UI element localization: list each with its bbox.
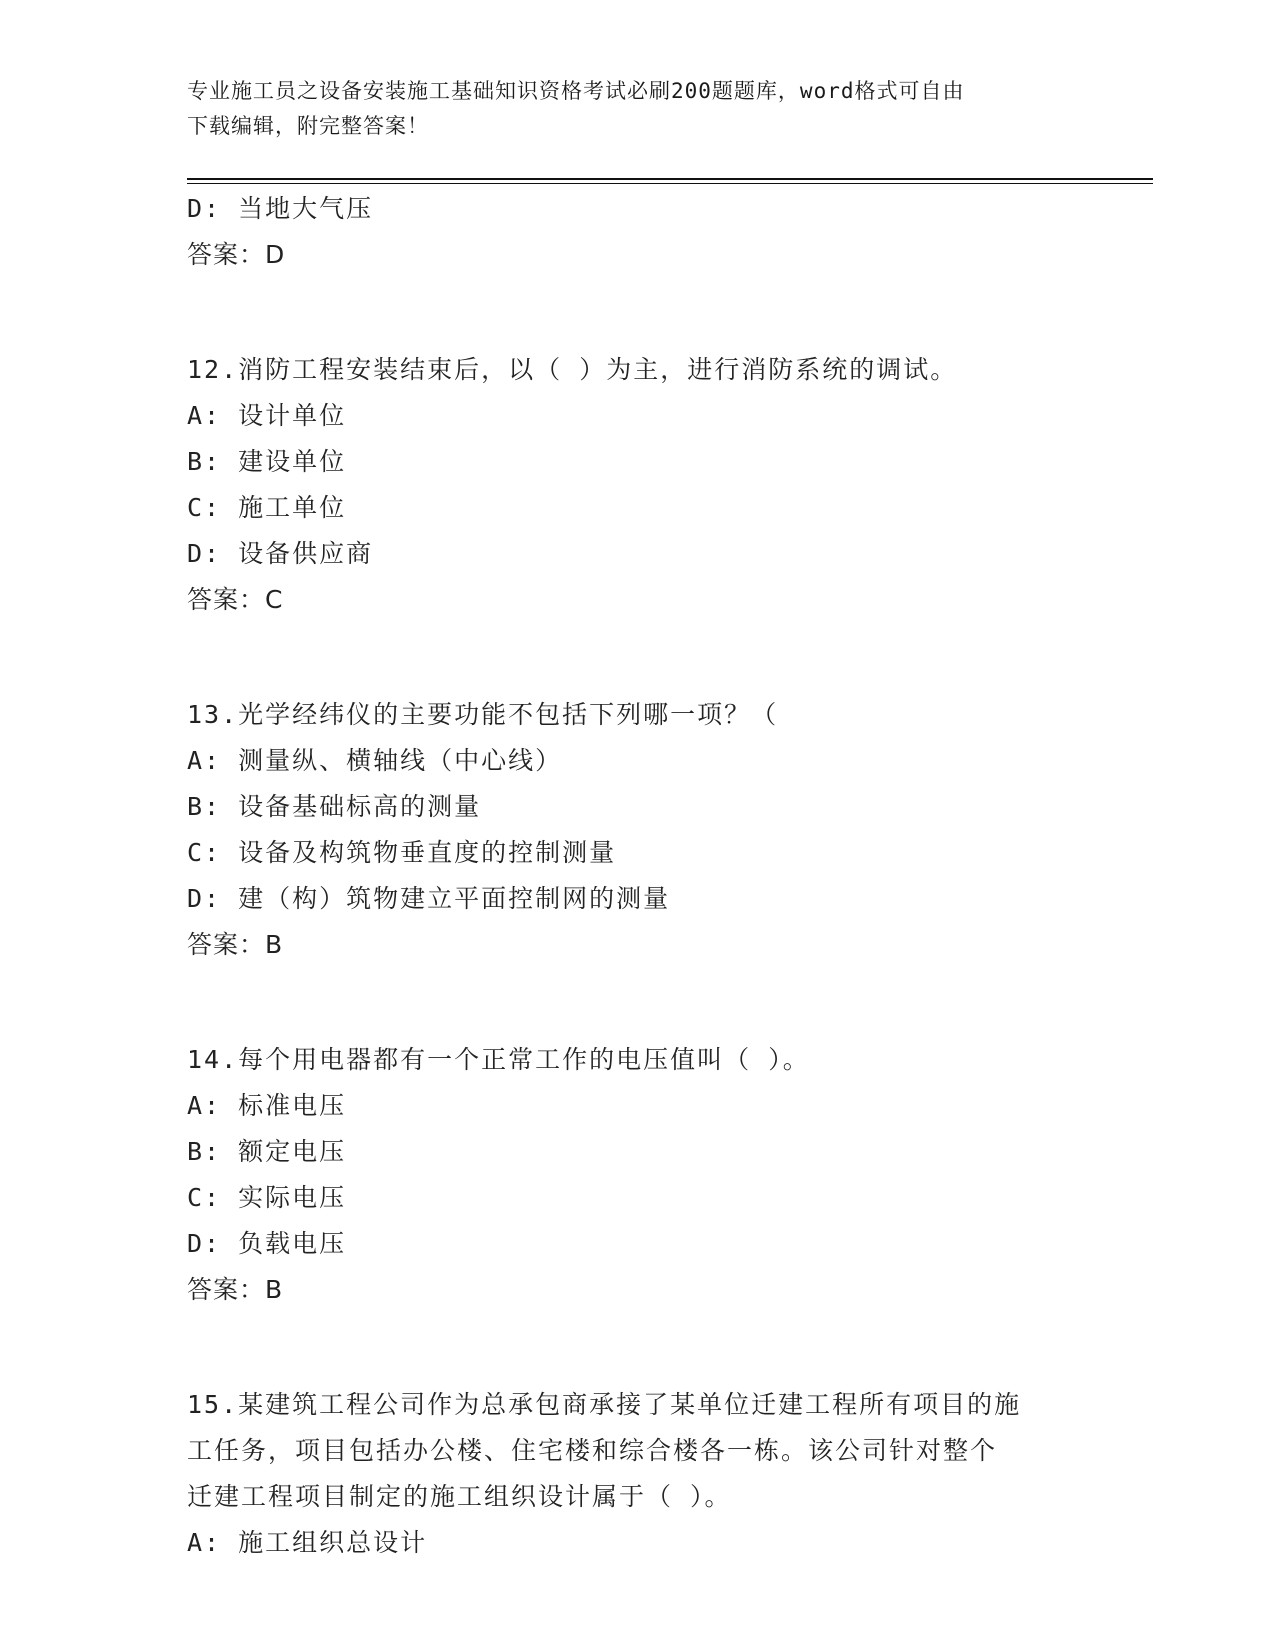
option-c: C: 实际电压: [187, 1183, 347, 1212]
option-d: D: 设备供应商: [187, 539, 374, 568]
option-a: A: 施工组织总设计: [187, 1528, 428, 1557]
option-a: A: 标准电压: [187, 1091, 347, 1120]
question-15: [187, 1382, 1087, 1566]
option-d: D: 当地大气压: [187, 194, 374, 223]
answer-label: 答案：B: [187, 1275, 284, 1304]
option-d: D: 负载电压: [187, 1229, 347, 1258]
question-14: [187, 1037, 1087, 1313]
option-b: B: 额定电压: [187, 1137, 347, 1166]
question-stem: 14.每个用电器都有一个正常工作的电压值叫（ ）。: [187, 1045, 810, 1074]
option-d: D: 建（构）筑物建立平面控制网的测量: [187, 884, 671, 913]
header-line-2: 下载编辑，附完整答案！: [187, 114, 429, 138]
option-c: C: 施工单位: [187, 493, 347, 522]
spacer: [187, 623, 1087, 692]
spacer: [187, 968, 1087, 1037]
question-13: [187, 692, 1087, 968]
option-c: C: 设备及构筑物垂直度的控制测量: [187, 838, 617, 867]
page-header: [187, 74, 1067, 144]
option-a: A: 设计单位: [187, 401, 347, 430]
answer-label: 答案：C: [187, 585, 284, 614]
header-line-1: 专业施工员之设备安装施工基础知识资格考试必刷200题题库，word格式可自由: [187, 79, 965, 103]
option-a: A: 测量纵、横轴线（中心线）: [187, 746, 563, 775]
option-b: B: 建设单位: [187, 447, 347, 476]
header-divider-thin: [187, 183, 1153, 184]
question-stem-line-1: 15.某建筑工程公司作为总承包商承接了某单位迁建工程所有项目的施: [187, 1390, 1022, 1419]
option-b: B: 设备基础标高的测量: [187, 792, 482, 821]
spacer: [187, 278, 1087, 347]
header-divider-thick: [187, 178, 1153, 180]
question-stem: 13.光学经纬仪的主要功能不包括下列哪一项？（: [187, 700, 779, 729]
question-stem-line-3: 迁建工程项目制定的施工组织设计属于（ ）。: [187, 1482, 732, 1511]
question-stem-line-2: 工任务，项目包括办公楼、住宅楼和综合楼各一栋。该公司针对整个: [187, 1436, 998, 1465]
question-12: [187, 347, 1087, 623]
answer-label: 答案：B: [187, 930, 284, 959]
question-content: [187, 186, 1087, 1566]
question-stem: 12.消防工程安装结束后，以（ ）为主，进行消防系统的调试。: [187, 355, 958, 384]
spacer: [187, 1313, 1087, 1382]
answer-label: 答案：D: [187, 240, 286, 269]
